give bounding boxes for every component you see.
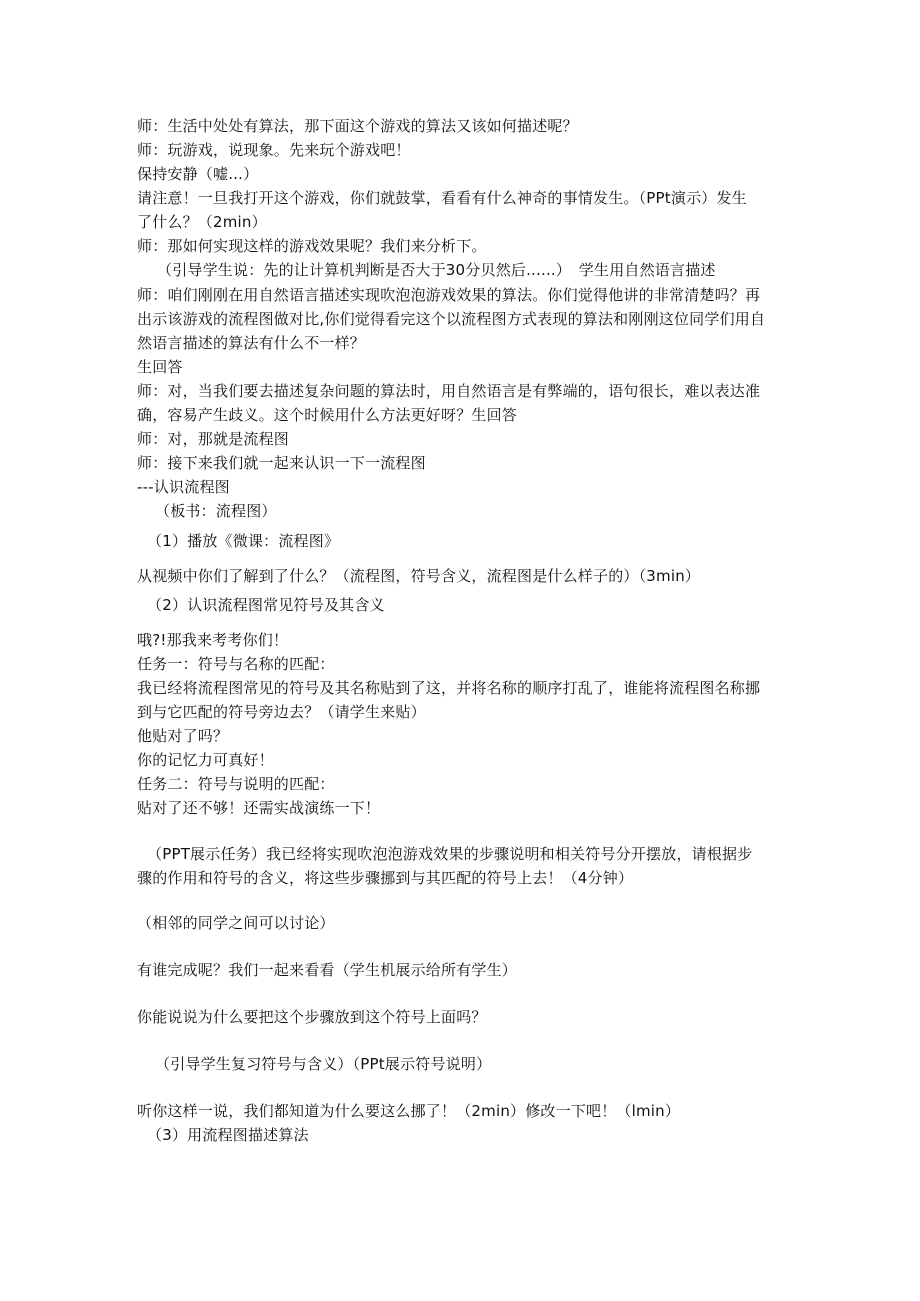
text-line: 骤的作用和符号的含义，将这些步骤挪到与其匹配的符号上去！（4分钟） bbox=[137, 869, 634, 887]
text-line: 你能说说为什么要把这个步骤放到这个符号上面吗？ bbox=[137, 1008, 487, 1026]
text-line: 你的记忆力可真好！ bbox=[137, 751, 274, 769]
section-heading: ---认识流程图 bbox=[137, 478, 230, 496]
text-line: 师：对，当我们要去描述复杂问题的算法时，用自然语言是有弊端的，语句很长，难以表达准 bbox=[137, 382, 761, 400]
text-line: （2）认识流程图常见符号及其含义 bbox=[147, 596, 385, 614]
text-line: 师：对，那就是流程图 bbox=[137, 430, 290, 448]
text-line: 他贴对了吗？ bbox=[137, 727, 229, 745]
text-line: （1）播放《微课：流程图》 bbox=[147, 532, 340, 550]
text-line: （引导学生复习符号与含义）（PPt展示符号说明） bbox=[155, 1055, 492, 1073]
text-line: 哦?!那我来考考你们！ bbox=[137, 631, 289, 649]
text-line: 到与它匹配的符号旁边去？（请学生来贴） bbox=[137, 703, 426, 721]
text-line: 有谁完成呢？我们一起来看看（学生机展示给所有学生） bbox=[137, 961, 518, 979]
text-line: 确，容易产生歧义。这个时候用什么方法更好呀？生回答 bbox=[137, 406, 518, 424]
text-line: 贴对了还不够！还需实战演练一下！ bbox=[137, 799, 381, 817]
text-line: 师：那如何实现这样的游戏效果呢？我们来分析下。 bbox=[137, 237, 487, 255]
text-line: 师：接下来我们就一起来认识一下一流程图 bbox=[137, 454, 426, 472]
text-line: 任务二：符号与说明的匹配： bbox=[137, 775, 335, 793]
text-line: 任务一：符号与名称的匹配： bbox=[137, 655, 335, 673]
text-line: （3）用流程图描述算法 bbox=[147, 1126, 309, 1144]
text-line: （板书：流程图） bbox=[155, 502, 277, 520]
text-line: （PPT展示任务）我已经将实现吹泡泡游戏效果的步骤说明和相关符号分开摆放，请根据步 bbox=[147, 845, 753, 863]
text-line: 请注意！一旦我打开这个游戏，你们就鼓掌，看看有什么神奇的事情发生。（PPt演示）发生 bbox=[137, 189, 747, 207]
text-line: （引导学生说：先的让计算机判断是否大于30分贝然后......） 学生用自然语言描述 bbox=[157, 261, 716, 279]
text-line: （相邻的同学之间可以讨论） bbox=[137, 914, 335, 932]
text-line: 听你这样一说，我们都知道为什么要这么挪了！（2min）修改一下吧！（lmin） bbox=[137, 1102, 681, 1120]
text-line: 师：咱们刚刚在用自然语言描述实现吹泡泡游戏效果的算法。你们觉得他讲的非常清楚吗？再 bbox=[137, 286, 761, 304]
text-line: 了什么？（2min） bbox=[137, 213, 267, 231]
text-line: 保持安静（嘘...） bbox=[137, 165, 259, 183]
text-line: 从视频中你们了解到了什么？（流程图，符号含义，流程图是什么样子的）（3min） bbox=[137, 567, 701, 585]
text-line: 生回答 bbox=[137, 358, 183, 376]
text-line: 师：玩游戏，说现象。先来玩个游戏吧！ bbox=[137, 141, 411, 159]
text-line: 然语言描述的算法有什么不一样？ bbox=[137, 334, 366, 352]
text-line: 师：生活中处处有算法，那下面这个游戏的算法又该如何描述呢？ bbox=[137, 117, 578, 135]
text-line: 我已经将流程图常见的符号及其名称贴到了这，并将名称的顺序打乱了，谁能将流程图名称挪 bbox=[137, 679, 761, 697]
text-line: 出示该游戏的流程图做对比,你们觉得看完这个以流程图方式表现的算法和刚刚这位同学们用自 bbox=[137, 310, 766, 328]
